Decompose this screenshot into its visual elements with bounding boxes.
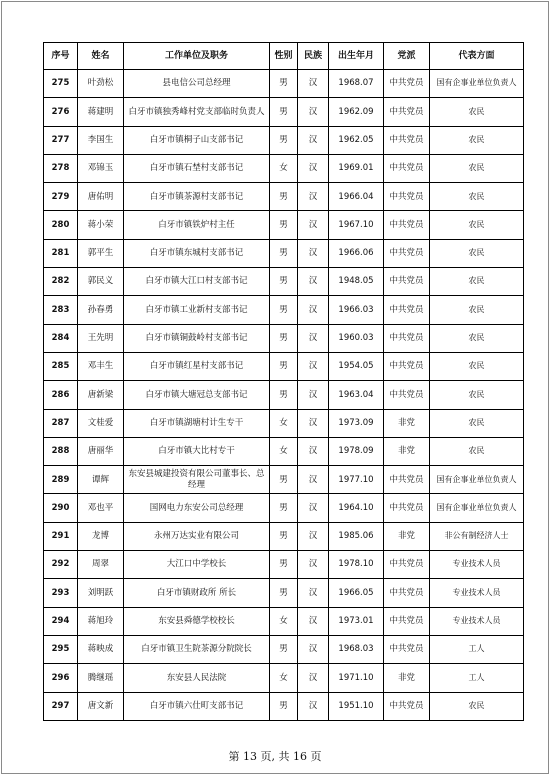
cell-birth: 1969.01 xyxy=(329,154,384,182)
cell-gender: 男 xyxy=(270,98,298,126)
cell-gender: 男 xyxy=(270,352,298,380)
cell-party: 中共党员 xyxy=(384,692,430,720)
header-gender: 性别 xyxy=(270,43,298,70)
cell-no: 279 xyxy=(44,183,78,211)
cell-no: 278 xyxy=(44,154,78,182)
cell-party: 中共党员 xyxy=(384,607,430,635)
cell-name: 蒋建明 xyxy=(78,98,124,126)
table-row xyxy=(44,154,524,182)
cell-birth: 1954.05 xyxy=(329,352,384,380)
table-row xyxy=(44,98,524,126)
header-sector: 代表方面 xyxy=(430,43,524,70)
cell-party: 中共党员 xyxy=(384,579,430,607)
table-row xyxy=(44,296,524,324)
cell-party: 中共党员 xyxy=(384,268,430,296)
cell-unit: 白牙市镇工业新村支部书记 xyxy=(124,296,270,324)
table-row xyxy=(44,409,524,437)
table-row xyxy=(44,70,524,98)
cell-party: 中共党员 xyxy=(384,494,430,522)
table-row xyxy=(44,551,524,579)
cell-unit: 东安县舜德学校校长 xyxy=(124,607,270,635)
cell-party: 中共党员 xyxy=(384,239,430,267)
table-row xyxy=(44,579,524,607)
cell-party: 中共党员 xyxy=(384,635,430,663)
cell-no: 288 xyxy=(44,437,78,465)
cell-sector: 国有企事业单位负责人 xyxy=(430,466,524,494)
cell-unit: 白牙市镇东城村支部书记 xyxy=(124,239,270,267)
header-unit: 工作单位及职务 xyxy=(124,43,270,70)
table-row xyxy=(44,466,524,494)
cell-gender: 男 xyxy=(270,522,298,550)
cell-sector: 工人 xyxy=(430,635,524,663)
cell-birth: 1951.10 xyxy=(329,692,384,720)
cell-ethnic: 汉 xyxy=(298,154,329,182)
cell-sector: 工人 xyxy=(430,664,524,692)
cell-birth: 1978.09 xyxy=(329,437,384,465)
page-number-footer: 第 13 页, 共 16 页 xyxy=(228,750,322,763)
cell-name: 文桂爱 xyxy=(78,409,124,437)
cell-gender: 男 xyxy=(270,296,298,324)
cell-ethnic: 汉 xyxy=(298,664,329,692)
cell-name: 龙博 xyxy=(78,522,124,550)
cell-unit: 白牙市镇独秀峰村党支部临时负责人 xyxy=(124,98,270,126)
cell-name: 邓也平 xyxy=(78,494,124,522)
cell-birth: 1962.09 xyxy=(329,98,384,126)
cell-birth: 1966.05 xyxy=(329,579,384,607)
table-row xyxy=(44,635,524,663)
cell-no: 277 xyxy=(44,126,78,154)
cell-party: 中共党员 xyxy=(384,98,430,126)
header-party: 党派 xyxy=(384,43,430,70)
cell-ethnic: 汉 xyxy=(298,211,329,239)
cell-name: 唐丽华 xyxy=(78,437,124,465)
cell-gender: 男 xyxy=(270,635,298,663)
cell-unit: 东安县城建投资有限公司董事长、总经理 xyxy=(124,466,270,494)
cell-unit: 白牙市镇大比村专干 xyxy=(124,437,270,465)
cell-no: 292 xyxy=(44,551,78,579)
cell-gender: 男 xyxy=(270,268,298,296)
cell-no: 275 xyxy=(44,70,78,98)
cell-party: 中共党员 xyxy=(384,296,430,324)
cell-ethnic: 汉 xyxy=(298,409,329,437)
cell-party: 中共党员 xyxy=(384,352,430,380)
cell-unit: 白牙市镇大塘冠总支部书记 xyxy=(124,381,270,409)
cell-sector: 国有企事业单位负责人 xyxy=(430,70,524,98)
cell-unit: 白牙市镇卫生院茶源分院院长 xyxy=(124,635,270,663)
cell-name: 李国生 xyxy=(78,126,124,154)
cell-birth: 1966.06 xyxy=(329,239,384,267)
cell-name: 周翠 xyxy=(78,551,124,579)
cell-name: 蒋映成 xyxy=(78,635,124,663)
cell-unit: 白牙市镇红星村支部书记 xyxy=(124,352,270,380)
cell-ethnic: 汉 xyxy=(298,324,329,352)
cell-gender: 女 xyxy=(270,154,298,182)
table-row xyxy=(44,607,524,635)
cell-birth: 1977.10 xyxy=(329,466,384,494)
cell-birth: 1985.06 xyxy=(329,522,384,550)
cell-sector: 农民 xyxy=(430,324,524,352)
cell-ethnic: 汉 xyxy=(298,352,329,380)
table-row xyxy=(44,239,524,267)
cell-no: 287 xyxy=(44,409,78,437)
cell-unit: 国网电力东安公司总经理 xyxy=(124,494,270,522)
cell-unit: 白牙市镇湖塘村计生专干 xyxy=(124,409,270,437)
cell-ethnic: 汉 xyxy=(298,268,329,296)
cell-name: 蒋旭玲 xyxy=(78,607,124,635)
header-no: 序号 xyxy=(44,43,78,70)
cell-party: 中共党员 xyxy=(384,211,430,239)
cell-birth: 1962.05 xyxy=(329,126,384,154)
cell-party: 中共党员 xyxy=(384,466,430,494)
cell-birth: 1966.04 xyxy=(329,183,384,211)
cell-sector: 农民 xyxy=(430,692,524,720)
table-row xyxy=(44,522,524,550)
cell-name: 刘明跃 xyxy=(78,579,124,607)
cell-gender: 男 xyxy=(270,211,298,239)
cell-gender: 女 xyxy=(270,437,298,465)
cell-ethnic: 汉 xyxy=(298,607,329,635)
cell-name: 唐文新 xyxy=(78,692,124,720)
cell-birth: 1967.10 xyxy=(329,211,384,239)
cell-unit: 白牙市镇桐子山支部书记 xyxy=(124,126,270,154)
cell-unit: 东安县人民法院 xyxy=(124,664,270,692)
cell-no: 291 xyxy=(44,522,78,550)
cell-name: 腾继瑶 xyxy=(78,664,124,692)
cell-name: 唐新梁 xyxy=(78,381,124,409)
cell-no: 285 xyxy=(44,352,78,380)
cell-sector: 农民 xyxy=(430,352,524,380)
cell-ethnic: 汉 xyxy=(298,522,329,550)
cell-sector: 农民 xyxy=(430,296,524,324)
cell-gender: 女 xyxy=(270,664,298,692)
cell-sector: 农民 xyxy=(430,381,524,409)
cell-ethnic: 汉 xyxy=(298,381,329,409)
cell-sector: 农民 xyxy=(430,126,524,154)
cell-no: 293 xyxy=(44,579,78,607)
cell-sector: 农民 xyxy=(430,211,524,239)
cell-birth: 1948.05 xyxy=(329,268,384,296)
table-body xyxy=(44,70,524,721)
cell-no: 283 xyxy=(44,296,78,324)
cell-no: 294 xyxy=(44,607,78,635)
cell-gender: 女 xyxy=(270,409,298,437)
cell-ethnic: 汉 xyxy=(298,70,329,98)
cell-ethnic: 汉 xyxy=(298,692,329,720)
cell-unit: 白牙市镇茶源村支部书记 xyxy=(124,183,270,211)
cell-unit: 永州万达实业有限公司 xyxy=(124,522,270,550)
cell-no: 296 xyxy=(44,664,78,692)
table-header-row xyxy=(44,43,524,70)
cell-birth: 1971.10 xyxy=(329,664,384,692)
header-ethnic: 民族 xyxy=(298,43,329,70)
cell-no: 289 xyxy=(44,466,78,494)
cell-unit: 大江口中学校长 xyxy=(124,551,270,579)
cell-gender: 男 xyxy=(270,70,298,98)
table-row xyxy=(44,692,524,720)
cell-sector: 农民 xyxy=(430,409,524,437)
cell-ethnic: 汉 xyxy=(298,437,329,465)
cell-name: 蒋小荣 xyxy=(78,211,124,239)
cell-ethnic: 汉 xyxy=(298,98,329,126)
cell-ethnic: 汉 xyxy=(298,579,329,607)
cell-birth: 1964.10 xyxy=(329,494,384,522)
cell-ethnic: 汉 xyxy=(298,126,329,154)
cell-gender: 男 xyxy=(270,126,298,154)
cell-birth: 1963.04 xyxy=(329,381,384,409)
cell-birth: 1968.07 xyxy=(329,70,384,98)
cell-sector: 专业技术人员 xyxy=(430,579,524,607)
cell-gender: 男 xyxy=(270,551,298,579)
cell-party: 非党 xyxy=(384,522,430,550)
table-row xyxy=(44,211,524,239)
cell-ethnic: 汉 xyxy=(298,466,329,494)
cell-sector: 农民 xyxy=(430,183,524,211)
table-row xyxy=(44,352,524,380)
cell-unit: 白牙市镇大江口村支部书记 xyxy=(124,268,270,296)
cell-unit: 白牙市镇财政所 所长 xyxy=(124,579,270,607)
cell-sector: 专业技术人员 xyxy=(430,551,524,579)
cell-party: 中共党员 xyxy=(384,183,430,211)
cell-no: 286 xyxy=(44,381,78,409)
cell-ethnic: 汉 xyxy=(298,494,329,522)
cell-party: 中共党员 xyxy=(384,551,430,579)
cell-birth: 1973.01 xyxy=(329,607,384,635)
cell-party: 中共党员 xyxy=(384,70,430,98)
cell-unit: 白牙市镇铜鼓岭村支部书记 xyxy=(124,324,270,352)
cell-sector: 农民 xyxy=(430,268,524,296)
cell-name: 郭民义 xyxy=(78,268,124,296)
cell-no: 295 xyxy=(44,635,78,663)
cell-sector: 专业技术人员 xyxy=(430,607,524,635)
cell-party: 中共党员 xyxy=(384,126,430,154)
cell-unit: 白牙市镇石埜村支部书记 xyxy=(124,154,270,182)
cell-name: 谭辉 xyxy=(78,466,124,494)
cell-unit: 白牙市镇六仕町支部书记 xyxy=(124,692,270,720)
table-row xyxy=(44,437,524,465)
cell-name: 唐佑明 xyxy=(78,183,124,211)
cell-gender: 女 xyxy=(270,607,298,635)
cell-gender: 男 xyxy=(270,239,298,267)
cell-name: 王先明 xyxy=(78,324,124,352)
table-row xyxy=(44,494,524,522)
cell-gender: 男 xyxy=(270,579,298,607)
cell-gender: 男 xyxy=(270,183,298,211)
cell-ethnic: 汉 xyxy=(298,183,329,211)
cell-no: 281 xyxy=(44,239,78,267)
table-row xyxy=(44,381,524,409)
cell-gender: 男 xyxy=(270,494,298,522)
cell-party: 中共党员 xyxy=(384,154,430,182)
cell-ethnic: 汉 xyxy=(298,296,329,324)
table-row xyxy=(44,664,524,692)
table-row xyxy=(44,324,524,352)
cell-birth: 1960.03 xyxy=(329,324,384,352)
cell-party: 中共党员 xyxy=(384,381,430,409)
table-row xyxy=(44,126,524,154)
cell-name: 孙春勇 xyxy=(78,296,124,324)
cell-unit: 县电信公司总经理 xyxy=(124,70,270,98)
cell-party: 非党 xyxy=(384,409,430,437)
cell-no: 276 xyxy=(44,98,78,126)
cell-birth: 1973.09 xyxy=(329,409,384,437)
cell-birth: 1978.10 xyxy=(329,551,384,579)
cell-party: 非党 xyxy=(384,437,430,465)
table-row xyxy=(44,268,524,296)
cell-gender: 男 xyxy=(270,692,298,720)
cell-sector: 国有企事业单位负责人 xyxy=(430,494,524,522)
cell-sector: 农民 xyxy=(430,98,524,126)
cell-no: 297 xyxy=(44,692,78,720)
cell-name: 邓锦玉 xyxy=(78,154,124,182)
cell-gender: 男 xyxy=(270,324,298,352)
cell-sector: 农民 xyxy=(430,239,524,267)
cell-gender: 男 xyxy=(270,381,298,409)
cell-no: 282 xyxy=(44,268,78,296)
cell-ethnic: 汉 xyxy=(298,551,329,579)
cell-gender: 男 xyxy=(270,466,298,494)
document-page xyxy=(1,1,549,774)
cell-ethnic: 汉 xyxy=(298,239,329,267)
cell-name: 叶劲松 xyxy=(78,70,124,98)
cell-sector: 农民 xyxy=(430,437,524,465)
cell-birth: 1968.03 xyxy=(329,635,384,663)
cell-no: 280 xyxy=(44,211,78,239)
cell-name: 郭平生 xyxy=(78,239,124,267)
cell-no: 284 xyxy=(44,324,78,352)
cell-ethnic: 汉 xyxy=(298,635,329,663)
cell-sector: 非公有制经济人士 xyxy=(430,522,524,550)
cell-party: 非党 xyxy=(384,664,430,692)
header-birth: 出生年月 xyxy=(329,43,384,70)
table-row xyxy=(44,183,524,211)
cell-party: 中共党员 xyxy=(384,324,430,352)
cell-no: 290 xyxy=(44,494,78,522)
cell-birth: 1966.03 xyxy=(329,296,384,324)
representative-table xyxy=(43,42,524,721)
header-name: 姓名 xyxy=(78,43,124,70)
cell-unit: 白牙市镇铁炉村主任 xyxy=(124,211,270,239)
cell-name: 邓丰生 xyxy=(78,352,124,380)
cell-sector: 农民 xyxy=(430,154,524,182)
